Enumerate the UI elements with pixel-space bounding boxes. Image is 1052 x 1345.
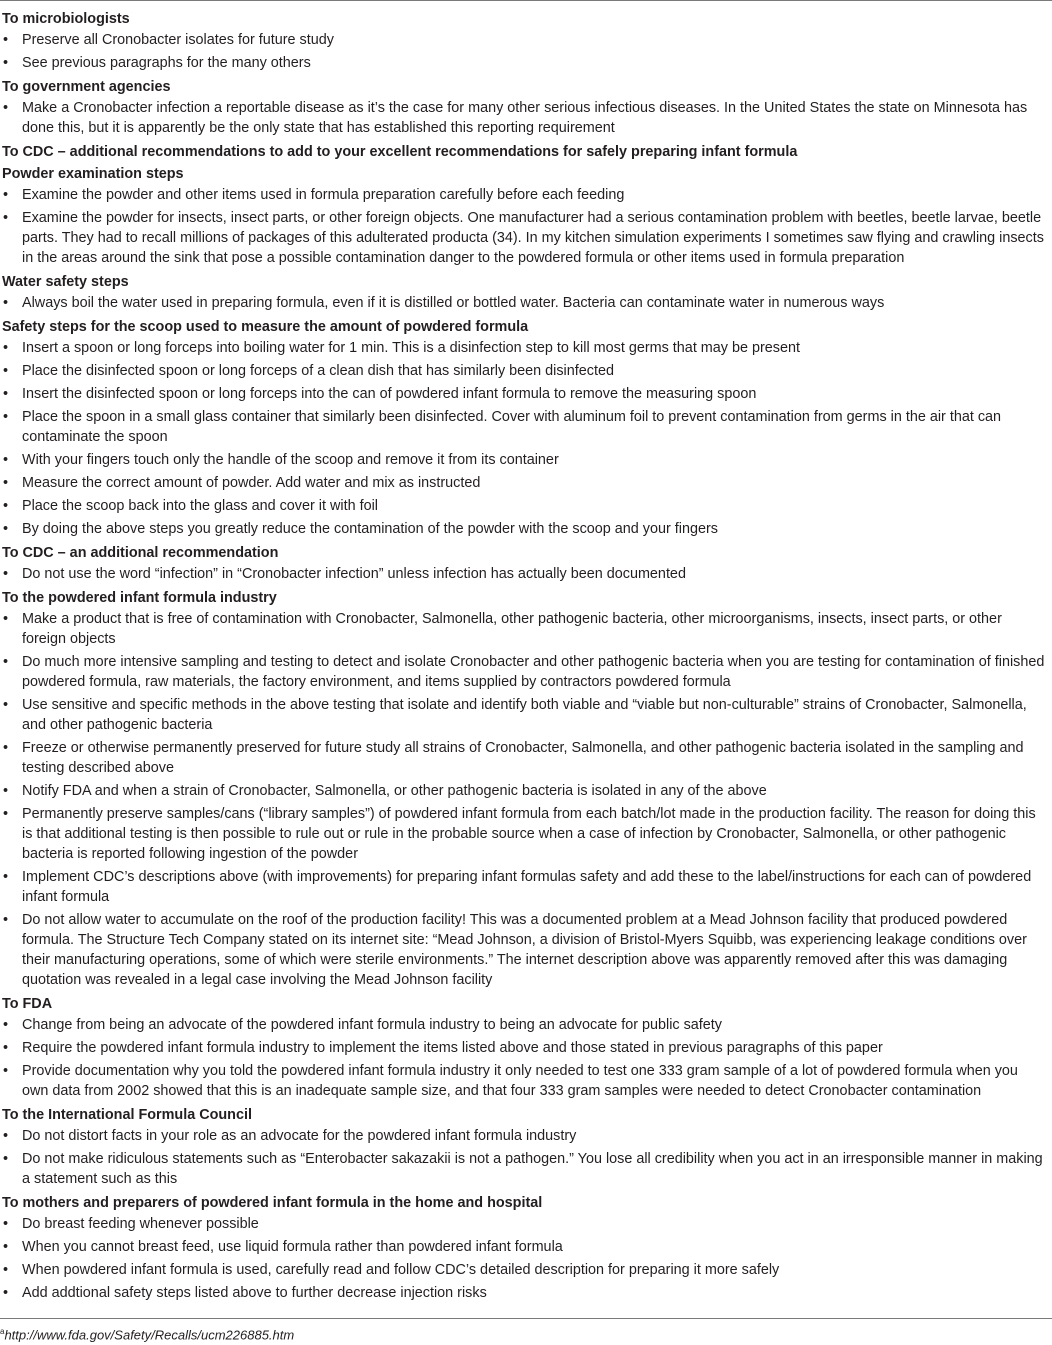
list-item	[2, 738, 1046, 778]
section-heading: To CDC – an additional recommendation	[2, 545, 279, 561]
list-item	[2, 695, 1046, 735]
list-item-text: • Add addtional safety steps listed above to further decrease injection risks	[22, 1285, 487, 1301]
list-item-text: • By doing the above steps you greatly reduce the contamination of the powder with the scoop and your fingers	[22, 521, 718, 537]
list-item	[2, 1038, 1046, 1058]
list-item-text: • Place the scoop back into the glass and cover it with foil	[22, 498, 378, 514]
list-item	[2, 1214, 1046, 1234]
list-item-text: • Do breast feeding whenever possible	[22, 1216, 259, 1232]
list-item	[2, 98, 1046, 138]
footnote-link[interactable]: http://www.fda.gov/Safety/Recalls/ucm226885.htm	[4, 1327, 295, 1343]
section-heading: Safety steps for the scoop used to measure the amount of powdered formula	[2, 319, 529, 335]
list-item-text: • Require the powdered infant formula industry to implement the items listed above and those stated in previous paragraphs of this paper	[22, 1040, 883, 1056]
list-item-text: • Insert a spoon or long forceps into boiling water for 1 min. This is a disinfection step to kill most germs that may be present	[22, 340, 801, 356]
list-item	[2, 1015, 1046, 1035]
list-item-text: • When you cannot breast feed, use liquid formula rather than powdered infant formula	[22, 1239, 563, 1255]
list-item-text: • Make a product that is free of contamination with Cronobacter, Salmonella, other pathogenic bacteria, other microorganisms, insects, insect parts, or other foreign objects	[22, 611, 1002, 647]
recommendations-table	[2, 8, 1046, 1306]
section-heading: To microbiologists	[2, 11, 130, 27]
list-item	[2, 473, 1046, 493]
section-heading: To FDA	[2, 996, 53, 1012]
list-item	[2, 361, 1046, 381]
list-item-text: • Do not make ridiculous statements such as “Enterobacter sakazakii is not a pathogen.” You lose all credibility when you act in an irresponsible manner in making a statement such as this	[22, 1151, 1043, 1187]
footnote-marker: a	[0, 1327, 5, 1336]
list-item-text: • Do not use the word “infection” in “Cronobacter infection” unless infection has actually been documented	[22, 566, 686, 582]
list-item	[2, 652, 1046, 692]
section-heading: Powder examination steps	[2, 166, 184, 182]
list-item-text: • Always boil the water used in preparing formula, even if it is distilled or bottled water. Bacteria can contaminate water in numerous ways	[22, 295, 885, 311]
section-heading: To the International Formula Council	[2, 1107, 252, 1123]
list-item	[2, 338, 1046, 358]
list-item-text: • Freeze or otherwise permanently preserved for future study all strains of Cronobacter, Salmonella, and other pathogenic bacteria isolated in the sampling and testing described above	[22, 740, 1024, 776]
list-item	[2, 384, 1046, 404]
list-item-text: • When powdered infant formula is used, carefully read and follow CDC’s detailed description for preparing it more safely	[22, 1262, 780, 1278]
list-item	[2, 781, 1046, 801]
list-item	[2, 208, 1046, 268]
list-item-text: • Measure the correct amount of powder. Add water and mix as instructed	[22, 475, 481, 491]
list-item	[2, 293, 1046, 313]
list-item-text: • See previous paragraphs for the many others	[22, 55, 311, 71]
list-item-text: • Change from being an advocate of the powdered infant formula industry to being an advocate for public safety	[22, 1017, 722, 1033]
list-item	[2, 564, 1046, 584]
list-item-text: • Examine the powder for insects, insect parts, or other foreign objects. One manufacturer had a serious contamination problem with beetles, beetle larvae, beetle parts. They had to recall millions of packages of this adulterated producta (34). In my kitchen simulation experiments I sometimes saw flying and crawling insects in the areas around the sink that pose a possible contamination danger to the powdered formula or other items used in formula preparation	[22, 210, 1044, 266]
list-item-text: • Do not allow water to accumulate on the roof of the production facility! This was a documented problem at a Mead Johnson facility that produced powdered formula. The Structure Tech Company stated on its internet site: “Mead Johnson, a division of Bristol-Myers Squibb, was experiencing leakage conditions over their manufacturing operations, some of which were sterile environments.” The internet description above was apparently removed after this was damaging quotation was revealed in a legal case involving the Mead Johnson facility	[22, 912, 1027, 988]
list-item-text: • Preserve all Cronobacter isolates for future study	[22, 32, 334, 48]
list-item-text: • Do not distort facts in your role as an advocate for the powdered infant formula industry	[22, 1128, 577, 1144]
list-item	[2, 609, 1046, 649]
list-item-text: • Place the spoon in a small glass container that similarly been disinfected. Cover with aluminum foil to prevent contamination from germs in the air that can contaminate the spoon	[22, 409, 1002, 445]
section-heading: To government agencies	[2, 79, 171, 95]
list-item	[2, 407, 1046, 447]
list-item-text: • Provide documentation why you told the powdered infant formula industry it only needed to test one 333 gram sample of a lot of powdered formula when you own data from 2002 showed that this is an inadequate sample size, and that four 333 gram samples were needed to detect Cronobacter contamination	[22, 1063, 1018, 1099]
list-item-text: • Implement CDC’s descriptions above (with improvements) for preparing infant formulas safety and add these to the label/instructions for each can of powdered infant formula	[22, 869, 1032, 905]
list-item-text: • Use sensitive and specific methods in the above testing that isolate and identify both viable and “viable but non-culturable” strains of Cronobacter, Salmonella, and other pathogenic bacteria	[22, 697, 1027, 733]
list-item-text: • Make a Cronobacter infection a reportable disease as it’s the case for many other serious infectious diseases. In the United States the state on Minnesota has done this, but it is apparently be the only state that has established this reporting requirement	[22, 100, 1028, 136]
section-heading: Water safety steps	[2, 274, 129, 290]
top-rule	[0, 0, 1052, 1]
list-item	[2, 1126, 1046, 1146]
list-item-text: • Do much more intensive sampling and testing to detect and isolate Cronobacter and other pathogenic bacteria when you are testing for contamination of finished powdered formula, raw materials, the factory environment, and items supplied by contractors powdered formula	[22, 654, 1045, 690]
list-item	[2, 867, 1046, 907]
list-item-text: • Permanently preserve samples/cans (“library samples”) of powdered infant formula from each batch/lot made in the production facility. The reason for doing this is that additional testing is then possible to rule out or rule in the probable source when a case of infection by Cronobacter, Salmonella, or other pathogenic bacteria is reported following ingestion of the powder	[22, 806, 1036, 862]
section-heading: To mothers and preparers of powdered infant formula in the home and hospital	[2, 1195, 543, 1211]
bottom-rule	[0, 1318, 1052, 1319]
list-item-text: • Place the disinfected spoon or long forceps of a clean dish that has similarly been disinfected	[22, 363, 614, 379]
list-item-text: • With your fingers touch only the handle of the scoop and remove it from its container	[22, 452, 559, 468]
list-item	[2, 804, 1046, 864]
list-item	[2, 30, 1046, 50]
list-item	[2, 496, 1046, 516]
list-item	[2, 519, 1046, 539]
list-item	[2, 1061, 1046, 1101]
footnote	[0, 1322, 294, 1345]
list-item	[2, 450, 1046, 470]
list-item-text: • Notify FDA and when a strain of Cronobacter, Salmonella, or other pathogenic bacteria is isolated in any of the above	[22, 783, 767, 799]
list-item-text: • Examine the powder and other items used in formula preparation carefully before each feeding	[22, 187, 625, 203]
list-item	[2, 1149, 1046, 1189]
list-item	[2, 1237, 1046, 1257]
list-item	[2, 53, 1046, 73]
list-item	[2, 910, 1046, 990]
list-item	[2, 1260, 1046, 1280]
list-item	[2, 185, 1046, 205]
list-item	[2, 1283, 1046, 1303]
list-item-text: • Insert the disinfected spoon or long forceps into the can of powdered infant formula to remove the measuring spoon	[22, 386, 757, 402]
section-heading: To CDC – additional recommendations to add to your excellent recommendations for safely preparing infant formula	[2, 144, 798, 160]
section-heading: To the powdered infant formula industry	[2, 590, 277, 606]
